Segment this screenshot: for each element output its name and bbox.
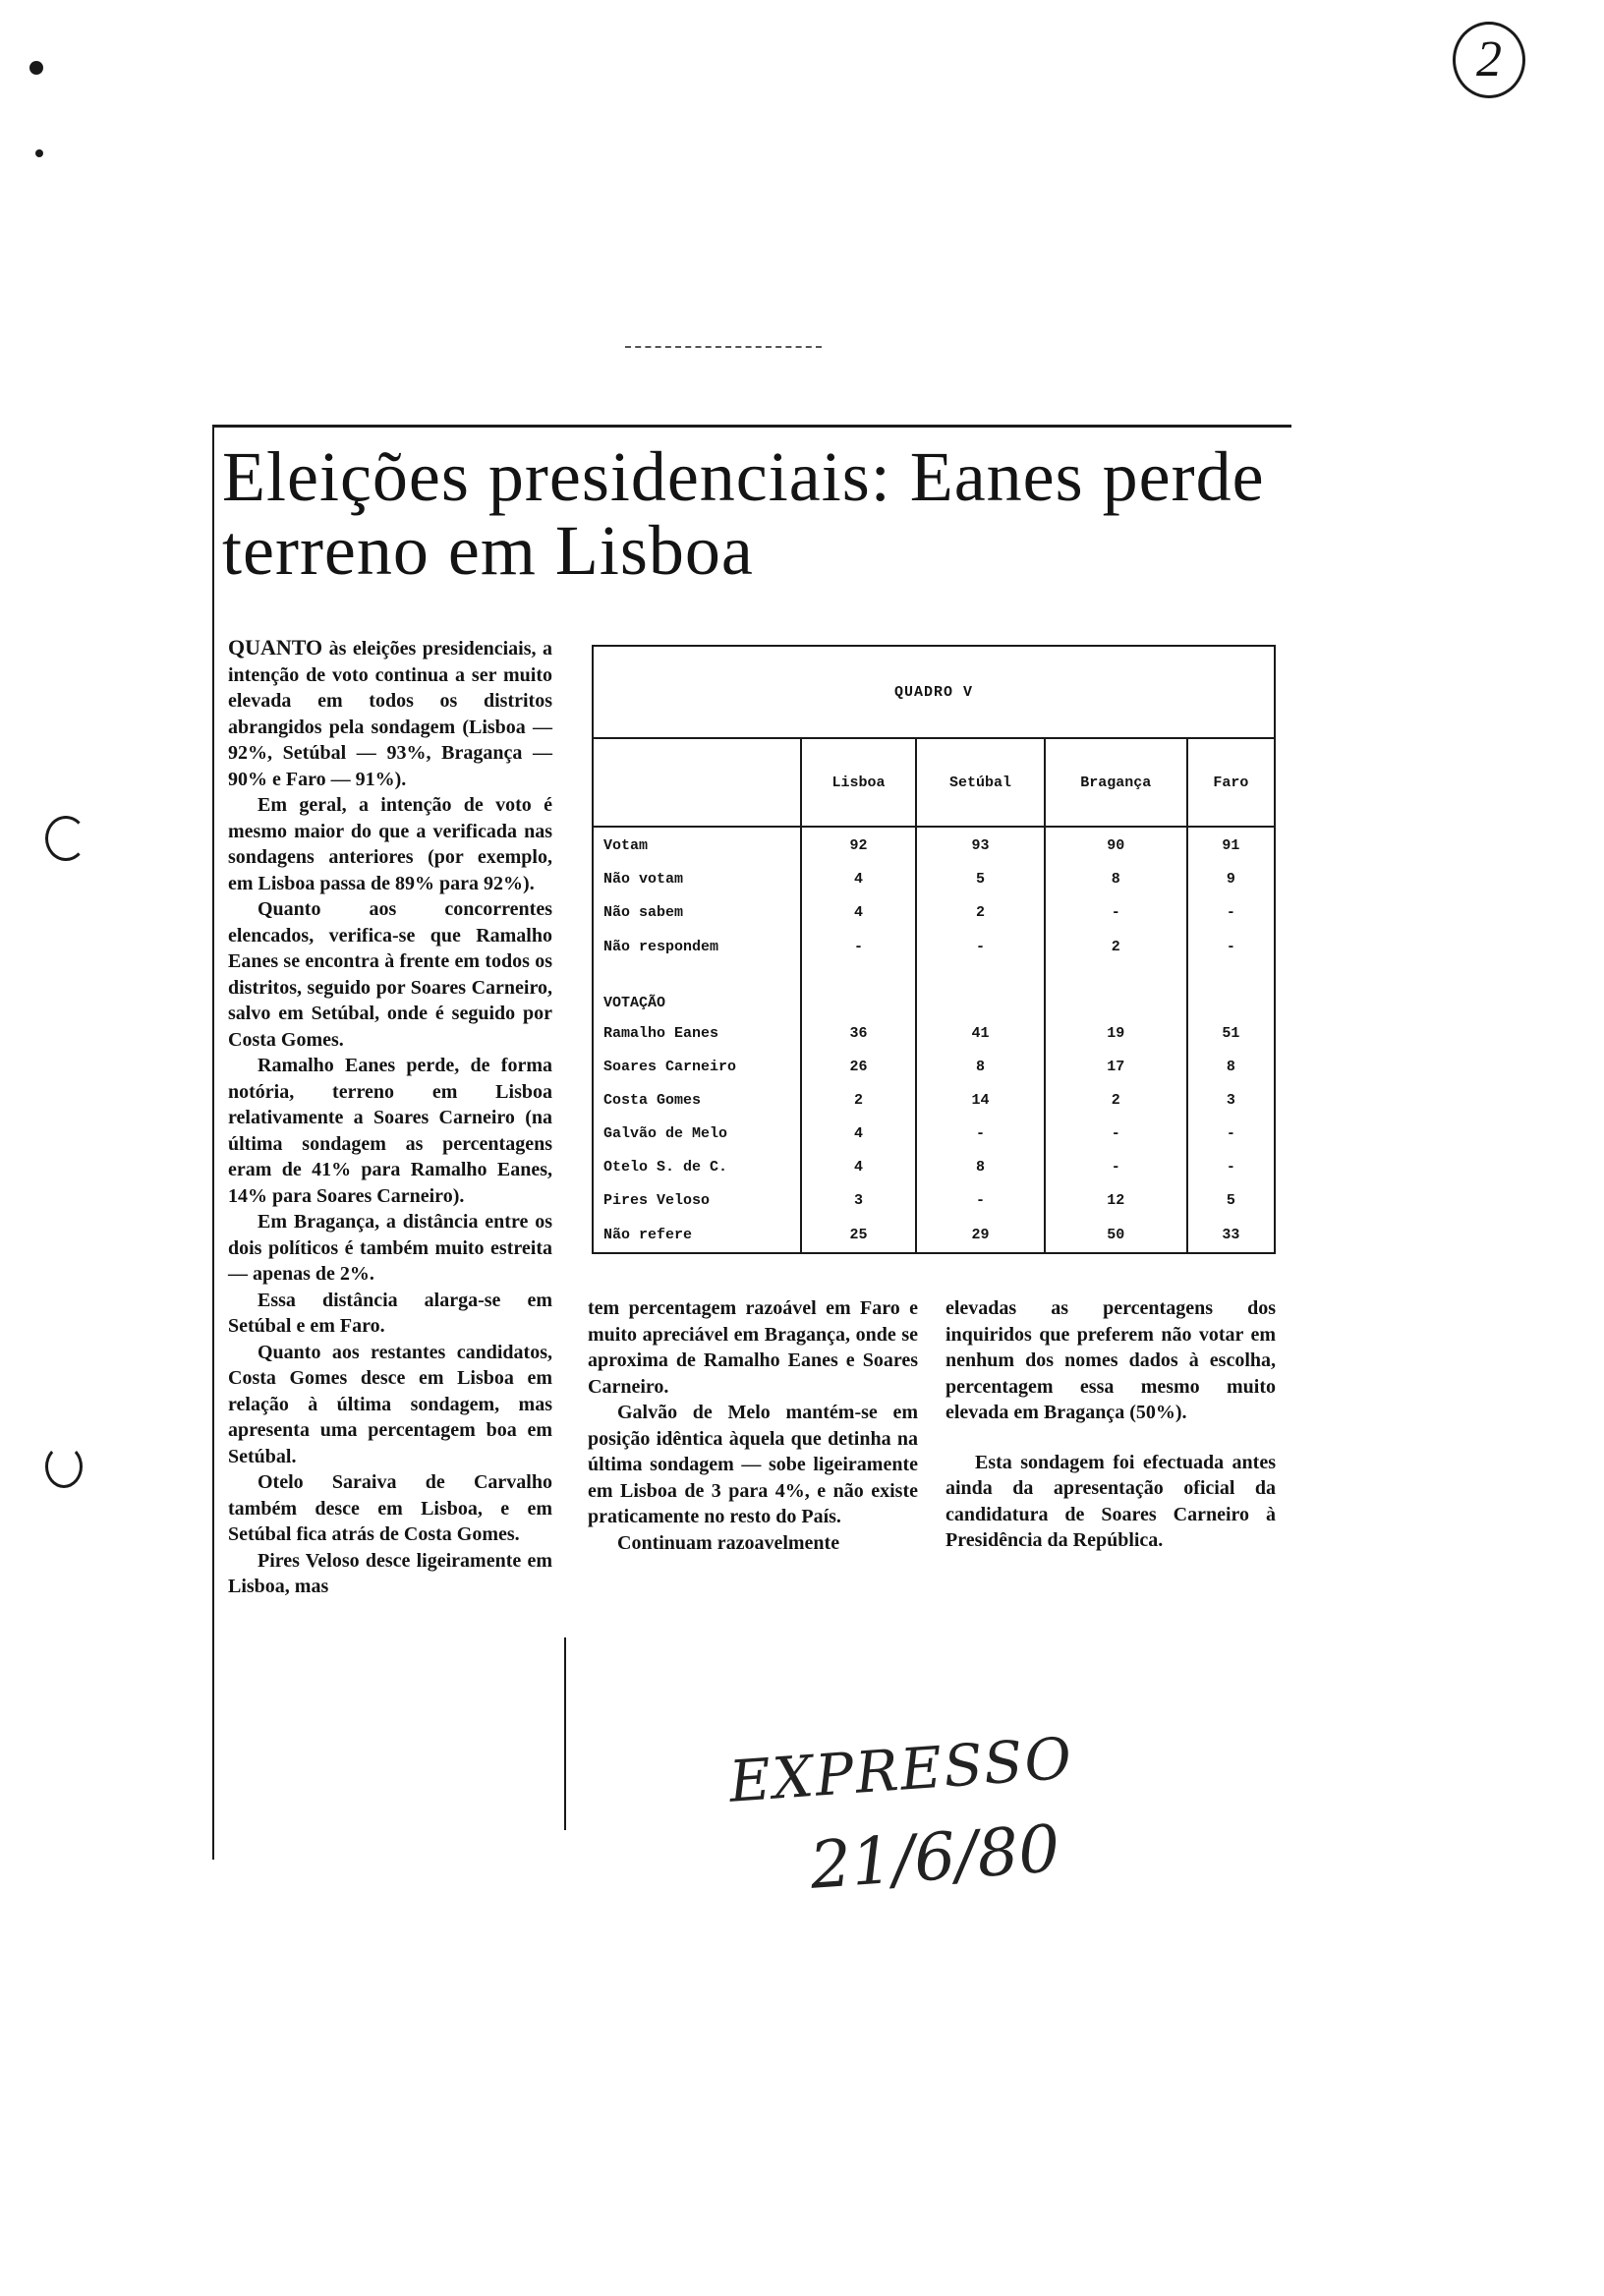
table-cell: 9 — [1187, 863, 1275, 896]
table-cell: 90 — [1045, 827, 1187, 862]
table-cell-empty — [916, 963, 1045, 1016]
table-cell: 2 — [916, 896, 1045, 930]
paragraph: elevadas as percentagens dos inquiridos que preferem não votar em nenhum dos nomes dados à escolha, percentagem essa mesmo muito elevada em Bragança (50%). — [945, 1297, 1276, 1423]
table-cell-empty — [801, 963, 916, 1016]
punch-hole — [45, 1445, 83, 1488]
inner-rule — [564, 1637, 566, 1830]
table-cell: 8 — [916, 1050, 1045, 1083]
table-cell: 33 — [1187, 1218, 1275, 1253]
table-cell: - — [916, 1117, 1045, 1150]
table-cell: - — [1045, 1150, 1187, 1183]
scan-line — [625, 346, 822, 348]
table-cell: 8 — [1045, 863, 1187, 896]
table-cell: 93 — [916, 827, 1045, 862]
table-cell: 19 — [1045, 1016, 1187, 1050]
table-section-row — [593, 963, 1275, 1016]
table-cell: 36 — [801, 1016, 916, 1050]
table-cell: 8 — [916, 1150, 1045, 1183]
paragraph: Otelo Saraiva de Carvalho também desce em Lisboa, e em Setúbal fica atrás de Costa Gomes. — [228, 1471, 552, 1545]
table-cell: 29 — [916, 1218, 1045, 1253]
table-cell: - — [801, 930, 916, 963]
table-cell: 4 — [801, 896, 916, 930]
table-cell: 4 — [801, 1150, 916, 1183]
table-cell: - — [1045, 896, 1187, 930]
row-label: Otelo S. de C. — [593, 1150, 801, 1183]
punch-hole — [45, 816, 86, 861]
table-cell: 26 — [801, 1050, 916, 1083]
table-cell: 25 — [801, 1218, 916, 1253]
table-row — [593, 1050, 1275, 1083]
table-cell: - — [1187, 1117, 1275, 1150]
column-header: Bragança — [1045, 738, 1187, 827]
row-label: Ramalho Eanes — [593, 1016, 801, 1050]
headline: Eleições presidenciais: Eanes perde terreno em Lisboa — [222, 437, 1265, 590]
table-row — [593, 1184, 1275, 1218]
column-header: Setúbal — [916, 738, 1045, 827]
table-cell: - — [916, 930, 1045, 963]
paragraph — [228, 635, 552, 792]
article-column-3 — [945, 1295, 1276, 1554]
table-cell: 3 — [801, 1184, 916, 1218]
table-header-row — [593, 738, 1275, 827]
table-cell: 8 — [1187, 1050, 1275, 1083]
paragraph: Pires Veloso desce ligeiramente em Lisboa, mas — [228, 1549, 552, 1597]
scan-mark — [29, 61, 43, 75]
table-cell: 17 — [1045, 1050, 1187, 1083]
quadro-v-table — [592, 645, 1276, 1254]
handwritten-source: EXPRESSO — [726, 1724, 1076, 1815]
table-cell: 50 — [1045, 1218, 1187, 1253]
lead-word: QUANTO — [228, 635, 323, 660]
paragraph: Em geral, a intenção de voto é mesmo maior do que a verificada nas sondagens anteriores (por exemplo, em Lisboa passa de 89% para 92%). — [228, 794, 552, 894]
paragraph: Galvão de Melo mantém-se em posição idêntica àquela que detinha na última sondagem — sobe ligeiramente em Lisboa de 3 para 4%, e não existe praticamente no resto do País. — [588, 1402, 918, 1527]
table-body — [593, 827, 1275, 1253]
paragraph: Em Bragança, a distância entre os dois políticos é também muito estreita — apenas de 2%. — [228, 1211, 552, 1285]
table-title-row — [593, 646, 1275, 738]
scan-mark — [35, 149, 43, 157]
row-label: Soares Carneiro — [593, 1050, 801, 1083]
table-cell: 41 — [916, 1016, 1045, 1050]
section-label: VOTAÇÃO — [593, 963, 801, 1016]
paragraph: Quanto aos restantes candidatos, Costa Gomes desce em Lisboa em relação à última sondagem, mas apresenta uma percentagem boa em Setúbal. — [228, 1341, 552, 1467]
row-label: Votam — [593, 827, 801, 862]
left-rule — [212, 425, 214, 1860]
table-cell: 91 — [1187, 827, 1275, 862]
table-cell: - — [916, 1184, 1045, 1218]
table-cell: 51 — [1187, 1016, 1275, 1050]
row-label: Não refere — [593, 1218, 801, 1253]
column-header: Faro — [1187, 738, 1275, 827]
table-row — [593, 1218, 1275, 1253]
table-cell: - — [1045, 1117, 1187, 1150]
table-cell-empty — [1045, 963, 1187, 1016]
row-label: Galvão de Melo — [593, 1117, 801, 1150]
table-cell: 2 — [1045, 1083, 1187, 1117]
table-cell: 2 — [801, 1083, 916, 1117]
table-row — [593, 896, 1275, 930]
table-row — [593, 930, 1275, 963]
table-cell: - — [1187, 1150, 1275, 1183]
table-cell: - — [1187, 930, 1275, 963]
paragraph-text: às eleições presidenciais, a intenção de voto continua a ser muito elevada em todos os distritos abrangidos pela sondagem (Lisboa — 92%, Setúbal — 93%, Bragança — 90% e Faro — 91%). — [228, 638, 552, 790]
row-label: Não votam — [593, 863, 801, 896]
table-cell: 92 — [801, 827, 916, 862]
table-row — [593, 1117, 1275, 1150]
page-number: 2 — [1453, 22, 1525, 98]
table-row — [593, 1150, 1275, 1183]
table-row — [593, 863, 1275, 896]
paragraph: Ramalho Eanes perde, de forma notória, terreno em Lisboa relativamente a Soares Carneiro (na última sondagem as percentagens eram de 41% para Ramalho Eanes, 14% para Soares Carneiro). — [228, 1055, 552, 1207]
table-cell-empty — [1187, 963, 1275, 1016]
table-header-empty — [593, 738, 801, 827]
top-rule — [212, 425, 1291, 428]
table-cell: 3 — [1187, 1083, 1275, 1117]
row-label: Pires Veloso — [593, 1184, 801, 1218]
table-cell: 2 — [1045, 930, 1187, 963]
table-row — [593, 1016, 1275, 1050]
table-cell: 14 — [916, 1083, 1045, 1117]
paragraph: tem percentagem razoável em Faro e muito apreciável em Bragança, onde se aproxima de Ramalho Eanes e Soares Carneiro. — [588, 1297, 918, 1398]
paragraph: Essa distância alarga-se em Setúbal e em Faro. — [228, 1289, 552, 1337]
table-cell: 12 — [1045, 1184, 1187, 1218]
row-label: Não sabem — [593, 896, 801, 930]
table-row — [593, 1083, 1275, 1117]
table-title: QUADRO V — [593, 646, 1275, 738]
paragraph: Continuam razoavelmente — [617, 1531, 840, 1554]
column-header: Lisboa — [801, 738, 916, 827]
row-label: Costa Gomes — [593, 1083, 801, 1117]
table-cell: 5 — [916, 863, 1045, 896]
table-row — [593, 827, 1275, 862]
paragraph: Esta sondagem foi efectuada antes ainda da apresentação oficial da candidatura de Soares Carneiro à Presidência da República. — [945, 1451, 1276, 1551]
handwritten-date: 21/6/80 — [807, 1810, 1062, 1904]
table-cell: 4 — [801, 1117, 916, 1150]
table-cell: - — [1187, 896, 1275, 930]
article-column-1 — [228, 635, 552, 1600]
table-cell: 4 — [801, 863, 916, 896]
row-label: Não respondem — [593, 930, 801, 963]
paragraph: Quanto aos concorrentes elencados, verifica-se que Ramalho Eanes se encontra à frente em todos os distritos, seguido por Soares Carneiro, salvo em Setúbal, onde é seguido por Costa Gomes. — [228, 898, 552, 1051]
article-column-2 — [588, 1295, 918, 1556]
table-cell: 5 — [1187, 1184, 1275, 1218]
